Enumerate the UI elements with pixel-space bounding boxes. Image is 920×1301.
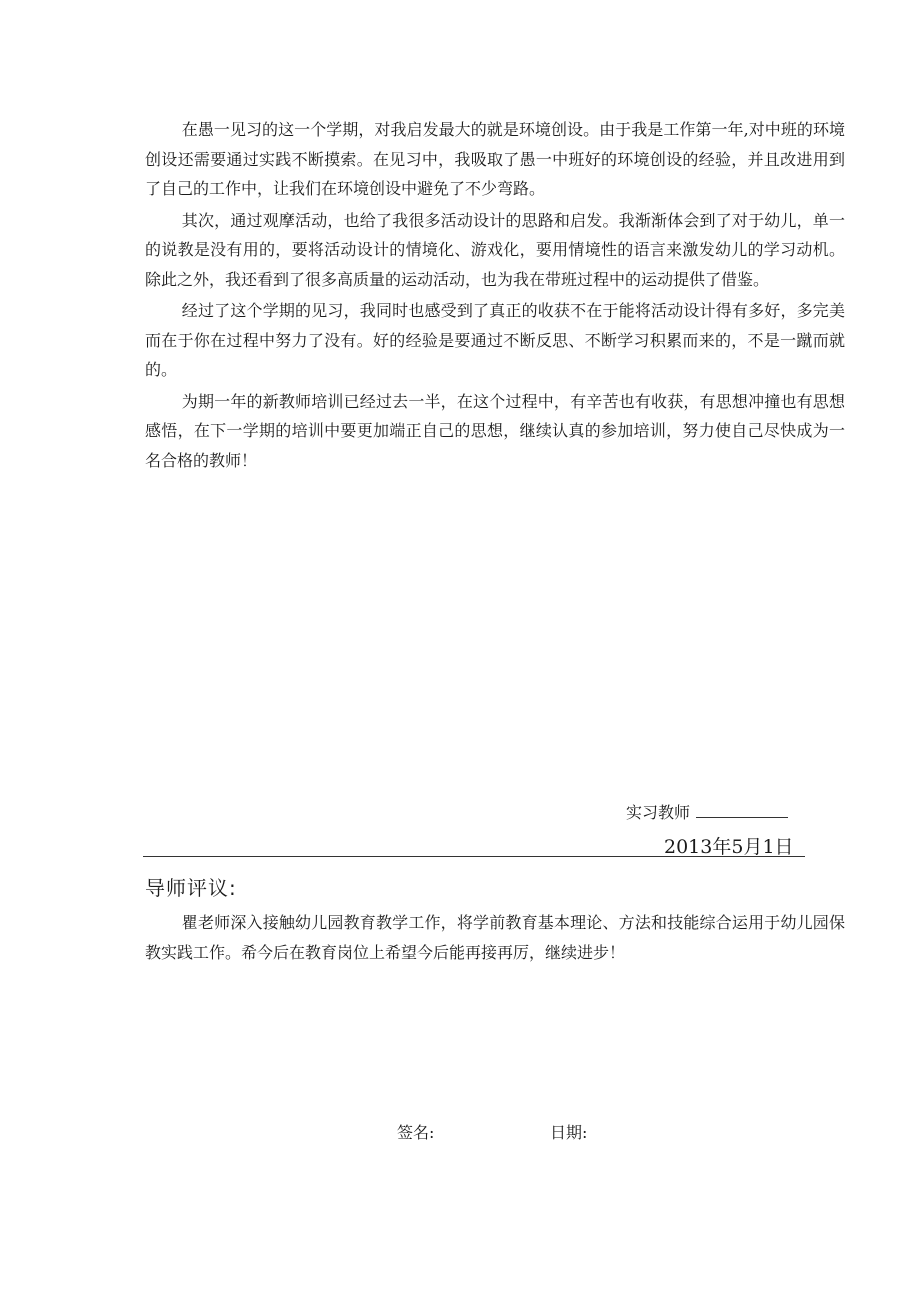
mentor-comment-title: 导师评议: (145, 876, 237, 900)
intern-signature-line (626, 800, 788, 823)
signature-date: 2013年5月1日 (664, 836, 794, 858)
mentor-comment-text: 瞿老师深入接触幼儿园教育教学工作，将学前教育基本理论、方法和技能综合运用于幼儿园保教实践工作。希今后在教育岗位上希望今后能再接再厉，继续进步！ (145, 913, 845, 962)
intern-label: 实习教师 (626, 803, 691, 822)
paragraph-environment: 在愚一见习的这一个学期，对我启发最大的就是环境创设。由于我是工作第一年,对中班的环境创设还需要通过实践不断摸索。在见习中，我吸取了愚一中班好的环境创设的经验，并且改进用到了自己的工作中，让我们在环境创设中避免了不少弯路。 (145, 120, 845, 198)
paragraph-conclusion: 为期一年的新教师培训已经过去一半，在这个过程中，有辛苦也有收获，有思想冲撞也有思想感悟，在下一学期的培训中要更加端正自己的思想，继续认真的参加培训，努力使自己尽快成为一名合格的教师！ (145, 391, 845, 470)
paragraph-observation: 其次，通过观摩活动，也给了我很多活动设计的思路和启发。我渐渐体会到了对于幼儿，单一的说教是没有用的，要将活动设计的情境化、游戏化，要用情境性的语言来激发幼儿的学习动机。除此之外，我还看到了很多高质量的运动活动，也为我在带班过程中的运动提供了借鉴。 (145, 210, 845, 289)
paragraph-gains: 经过了这个学期的见习，我同时也感受到了真正的收获不在于能将活动设计得有多好，多完美而在于你在过程中努力了没有。好的经验是要通过不断反思、不断学习积累而来的，不是一蹴而就的。 (145, 301, 845, 379)
section-divider (143, 856, 805, 857)
mentor-sign-label: 签名: (397, 1123, 435, 1142)
mentor-comment (145, 908, 845, 968)
reflection-body (145, 115, 845, 477)
signature-blank (696, 803, 788, 818)
mentor-date-label: 日期: (550, 1123, 588, 1142)
